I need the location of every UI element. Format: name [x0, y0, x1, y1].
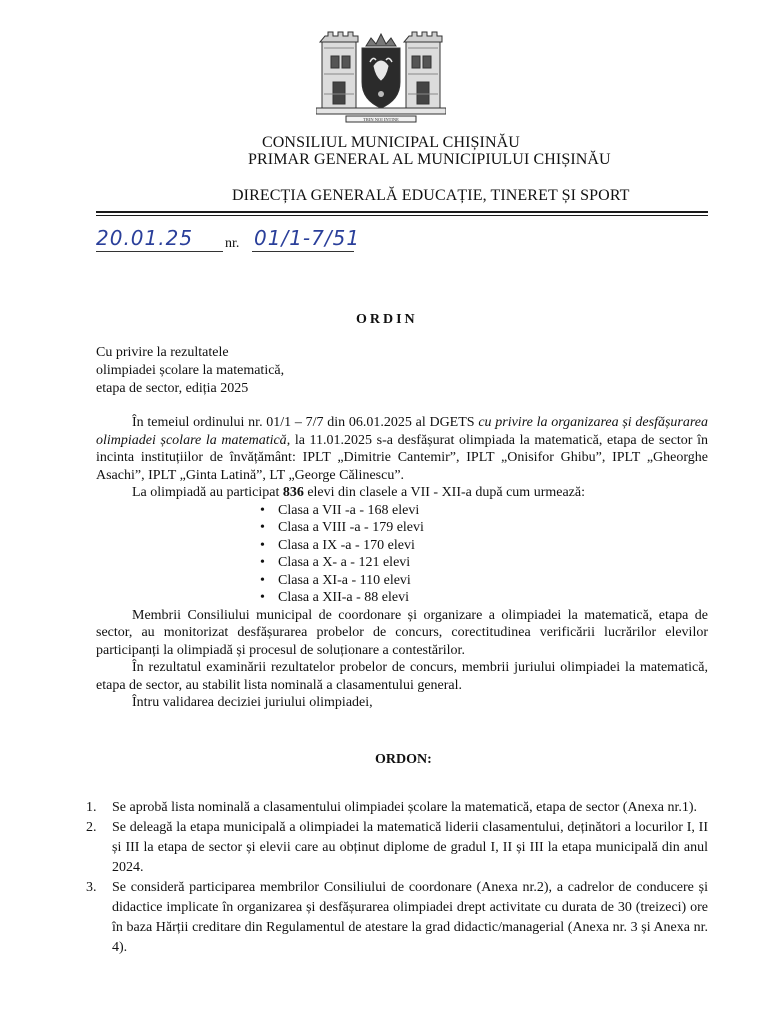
handwritten-number: 01/1-7/51 — [254, 226, 361, 250]
svg-text:TRIN NOI INTINE: TRIN NOI INTINE — [363, 117, 399, 122]
number-label: nr. — [225, 236, 240, 251]
document-title: ORDIN — [356, 312, 418, 327]
paragraph-results: În rezultatul examinării rezultatelor probelor de concurs, membrii juriului olimpiadei la matematică, etapa de sector, au stabilit lista nominală a clasamentului general. — [96, 660, 708, 693]
list-item: • Clasa a IX -a - 170 elevi — [278, 537, 708, 555]
header-divider-thin — [96, 215, 708, 216]
handwritten-date: 20.01.25 — [96, 226, 194, 250]
list-item: • Clasa a XII-a - 88 elevi — [278, 589, 708, 607]
paragraph-validation: Întru validarea deciziei juriului olimpiadei, — [132, 695, 373, 710]
paragraph-participants: La olimpiadă au participat 836 elevi din clasele a VII - XII-a după cum urmează: — [132, 485, 585, 500]
list-item: • Clasa a X- a - 121 elevi — [278, 554, 708, 572]
paragraph-legal-basis: În temeiul ordinului nr. 01/1 – 7/7 din 06.01.2025 al DGETS cu privire la organizarea și desfășurarea olimpiadei școlare la matematică, la 11.01.2025 s-a desfășurat olimpiada la matematică, etapa de sector în incinta instituțiilor de învățământ: IPLT „Dimitrie Cantemir”, IPLT „Onisifor Ghibu”, IPLT „Gheorghe Asachi”, IPLT „Ginta Latină”, LT „George Călinescu”. — [96, 415, 708, 483]
date-underline — [96, 251, 223, 252]
list-item: • Clasa a VIII -a - 179 elevi — [278, 519, 708, 537]
number-underline — [252, 251, 354, 252]
header-divider — [96, 211, 708, 213]
mayor-title: PRIMAR GENERAL AL MUNICIPIULUI CHIȘINĂU — [248, 151, 611, 168]
directorate-name: DIRECȚIA GENERALĂ EDUCAȚIE, TINERET ȘI SPORT — [232, 187, 630, 204]
list-item: • Clasa a XI-a - 110 elevi — [278, 572, 708, 590]
chisinau-coat-of-arms-icon — [316, 28, 446, 124]
document-subject — [96, 344, 284, 398]
order-item: 1. Se aprobă lista nominală a clasamentului olimpiadei școlare la matematică, etapa de sector (Anexa nr.1). — [86, 800, 698, 815]
document-body — [96, 414, 708, 712]
participants-count: 836 — [282, 485, 304, 500]
ordon-heading: ORDON: — [375, 752, 432, 767]
list-item: • Clasa a VII -a - 168 elevi — [278, 502, 708, 520]
subject-line: olimpiadei școlare la matematică, — [96, 363, 285, 378]
subject-line: etapa de sector, ediția 2025 — [96, 381, 249, 396]
class-list — [96, 502, 708, 607]
order-list — [86, 798, 708, 958]
registration-line — [96, 226, 396, 256]
order-item: 2. Se deleagă la etapa municipală a olimpiadei la matematică liderii clasamentului, deținători a locurilor I, II și III la etapa de sector și elevii care au obținut diplome de gradul I, II și III la etapa municipală din anul 2024. — [86, 820, 708, 875]
order-item: 3. Se consideră participarea membrilor Consiliului de coordonare (Anexa nr.2), a cadrelor de conducere și didactice implicate în organizarea și desfășurarea olimpiadei drept activitate cu durata de 30 (treizeci) ore în baza Hărții creditare din Regulamentul de atestare la grad didactic/managerial (Anexa nr. 3 și Anexa nr. 4). — [86, 880, 708, 955]
subject-line: Cu privire la rezultatele — [96, 345, 229, 360]
paragraph-monitoring: Membrii Consiliului municipal de coordonare și organizare a olimpiadei la matematică, etapa de sector, au monitorizat desfășurarea probelor de concurs, corectitudinea verificării lucrărilor elevilor participanți la olimpiadă și procesul de soluționare a contestărilor. — [96, 607, 708, 658]
council-name: CONSILIUL MUNICIPAL CHIȘINĂU — [262, 134, 520, 151]
